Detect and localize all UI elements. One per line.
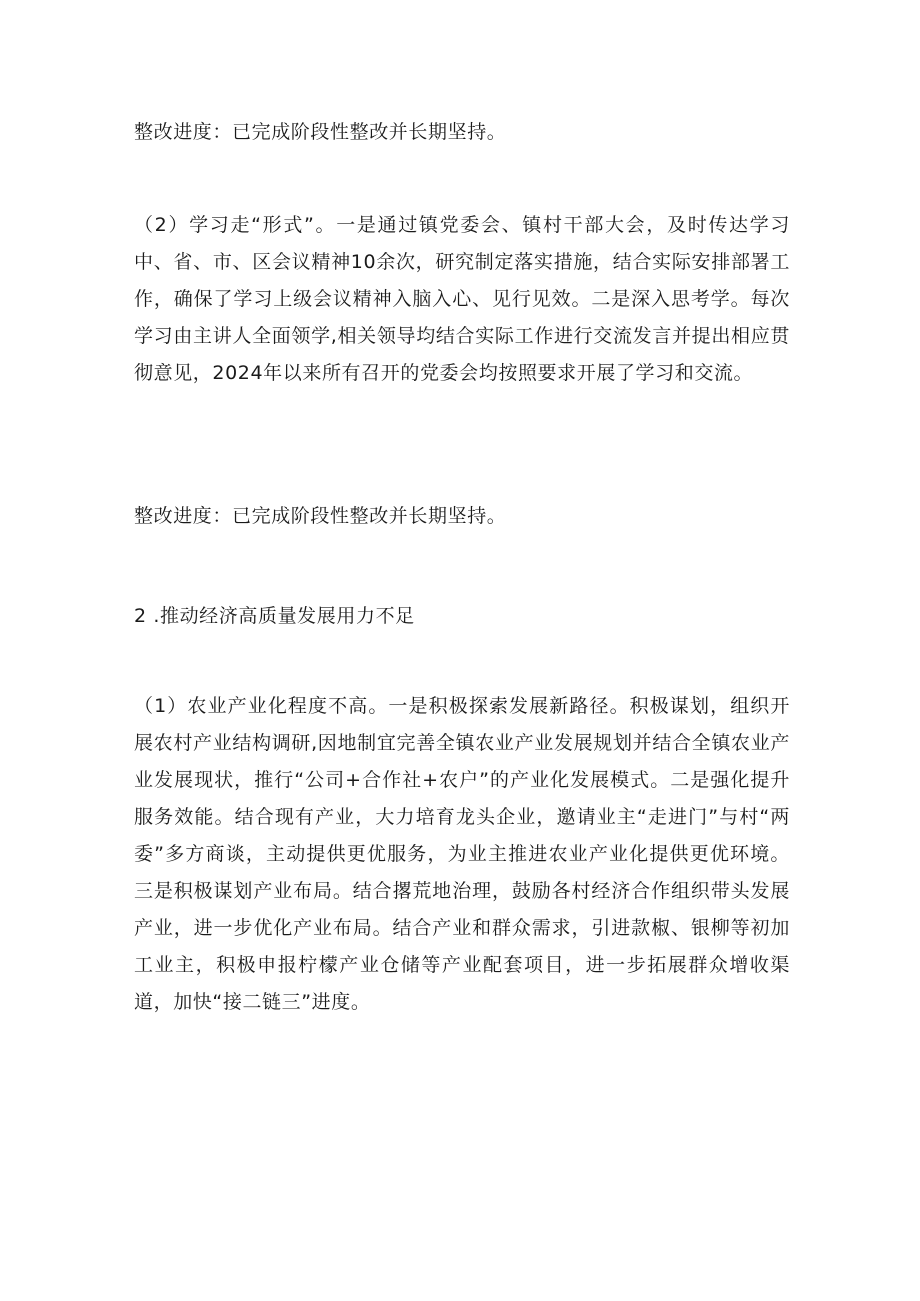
rectification-status-line: 整改进度：已完成阶段性整改并长期坚持。 xyxy=(134,505,507,527)
paragraph-study-formalism: （2）学习走“形式”。一是通过镇党委会、镇村干部大会，及时传达学习中、省、市、区会议精神10余次，研究制定落实措施，结合实际安排部署工作，确保了学习上级会议精神入脑入心、见行见效。二是深入思考学。每次学习由主讲人全面领学,相关领导均结合实际工作进行交流发言并提出相应贯彻意见，2024年以来所有召开的党委会均按照要求开展了学习和交流。 xyxy=(134,214,790,384)
paragraph-agriculture-industrialization: （1）农业产业化程度不高。一是积极探索发展新路径。积极谋划，组织开展农村产业结构调研,因地制宜完善全镇农业产业发展规划并结合全镇农业产业发展现状，推行“公司+合作社+农户”的产业化发展模式。二是强化提升服务效能。结合现有产业，大力培育龙头企业，邀请业主“走进门”与村“两委”多方商谈，主动提供更优服务，为业主推进农业产业化提供更优环境。三是积极谋划产业布局。结合撂荒地治理，鼓励各村经济合作组织带头发展产业，进一步优化产业布局。结合产业和群众需求，引进款椒、银柳等初加工业主，积极申报柠檬产业仓储等产业配套项目，进一步拓展群众增收渠道，加快“接二链三”进度。 xyxy=(134,695,790,1013)
rectification-status-line: 整改进度：已完成阶段性整改并长期坚持。 xyxy=(134,121,507,143)
section-heading: 2 .推动经济高质量发展用力不足 xyxy=(134,605,415,627)
